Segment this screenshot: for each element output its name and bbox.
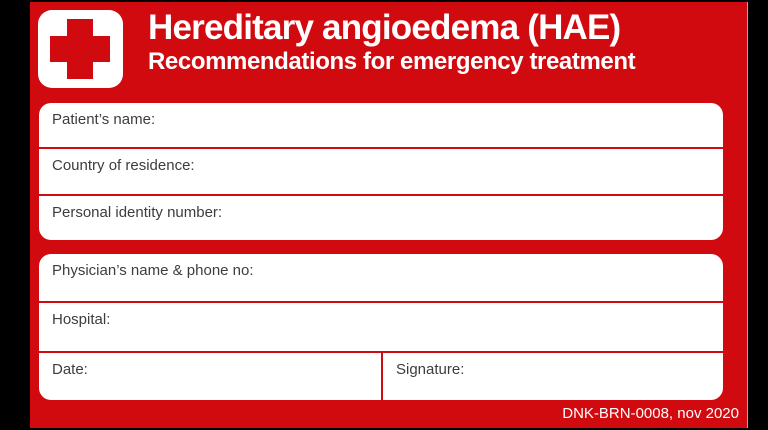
patient-details-group: [39, 103, 723, 240]
page-subtitle: Recommendations for emergency treatment: [148, 48, 636, 75]
header: [148, 7, 748, 75]
country-of-residence-field[interactable]: [39, 147, 723, 193]
red-cross-horizontal-bar: [50, 36, 110, 62]
physician-name-phone-label: Physician’s name & phone no:: [52, 262, 254, 279]
hospital-field[interactable]: [39, 301, 723, 350]
physician-name-phone-field[interactable]: [39, 254, 723, 301]
red-cross-icon: [38, 10, 123, 88]
patient-name-field[interactable]: [39, 103, 723, 147]
hospital-label: Hospital:: [52, 311, 111, 329]
patient-name-label: Patient’s name:: [52, 111, 156, 128]
signature-label: Signature:: [396, 360, 465, 378]
physician-details-group: [39, 254, 723, 400]
signature-field[interactable]: [381, 353, 723, 400]
date-signature-row: [39, 351, 723, 400]
document-code: DNK-BRN-0008, nov 2020: [562, 405, 739, 422]
page-title: Hereditary angioedema (HAE): [148, 8, 621, 47]
personal-identity-number-field[interactable]: [39, 194, 723, 240]
date-label: Date:: [52, 360, 88, 378]
date-field[interactable]: [39, 353, 381, 400]
country-of-residence-label: Country of residence:: [52, 157, 195, 175]
emergency-card: [30, 2, 748, 428]
personal-identity-number-label: Personal identity number:: [52, 203, 223, 221]
